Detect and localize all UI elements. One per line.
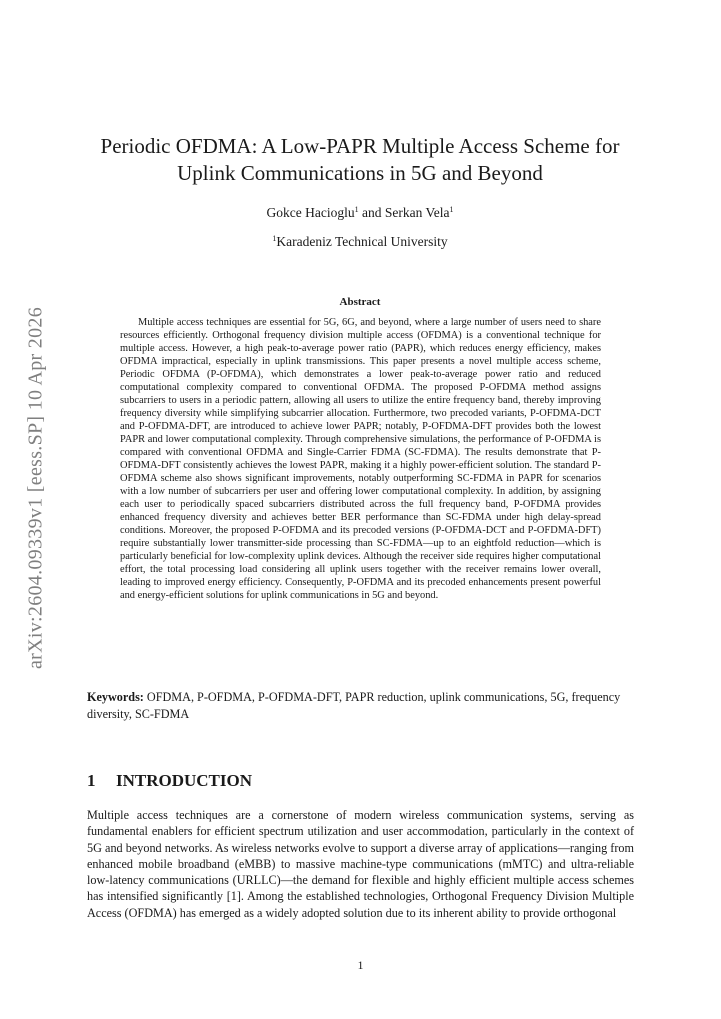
introduction-body	[87, 807, 634, 921]
author-name: Serkan Vela	[384, 205, 450, 220]
intro-paragraph: Multiple access techniques are a cornerstone of modern wireless communication systems, serving as fundamental enablers for efficient spectrum utilization and user accommodation, particularly in the context of 5G and beyond networks. As wireless networks evolve to support a diverse array of applications—ranging from enhanced mobile broadband (eMBB) to massive machine-type communications (mMTC) and ultra-reliable low-latency communications (URLLC)—the demand for flexible and highly efficient multiple access schemes has intensified significantly [1]. Among the established technologies, Orthogonal Frequency Division Multiple Access (OFDMA) has emerged as a widely adopted solution due to its inherent ability to provide orthogonal	[87, 808, 634, 920]
affiliation-mark: 1	[272, 234, 277, 243]
affiliation-mark: 1	[449, 205, 454, 214]
section-number: 1	[87, 771, 96, 790]
author-name: Gokce Hacioglu	[266, 205, 355, 220]
arxiv-watermark	[16, 290, 56, 685]
affiliation	[60, 234, 660, 250]
page-number: 1	[357, 958, 364, 972]
arxiv-id: arXiv:2604.09339v1 [eess.SP] 10 Apr 2026	[24, 306, 47, 669]
keywords-text: OFDMA, P-OFDMA, P-OFDMA-DFT, PAPR reduction, uplink communications, 5G, frequency diversity, SC-FDMA	[87, 690, 621, 721]
section-heading	[87, 771, 252, 791]
keywords	[87, 689, 634, 723]
abstract-text: Multiple access techniques are essential for 5G, 6G, and beyond, where a large number of users need to share resources efficiently. Orthogonal frequency division multiple access (OFDMA) is a conventional technique for multiple access. However, a high peak-to-average power ratio (PAPR), which reduces energy efficiency, makes OFDMA impractical, especially in uplink transmissions. This paper presents a novel multiple access scheme, Periodic OFDMA (P-OFDMA), which demonstrates a lower peak-to-average power ratio and reduced computational complexity compared to conventional OFDMA. The proposed P-OFDMA method assigns subcarriers to users in a periodic pattern, allowing all users to utilize the entire frequency band, thereby improving frequency diversity while simplifying subcarrier allocation. Furthermore, two precoded variants, P-OFDMA-DCT and P-OFDMA-DFT, are introduced to achieve lower PAPR; notably, P-OFDMA-DFT provides both the lowest PAPR and lower computational complexity. Through comprehensive simulations, the performance of P-OFDMA is compared with conventional OFDMA and Single-Carrier FDMA (SC-FDMA). The results demonstrate that P-OFDMA-DFT consistently achieves the lowest PAPR, making it a highly power-efficient solution. The standard P-OFDMA scheme also shows significant improvements, notably outperforming SC-FDMA in PAPR for scenarios with a low number of subcarriers per user and offering lower computational complexity. In addition, by assigning each user to periodically spaced subcarriers distributed across the full frequency band, P-OFDMA provides enhanced frequency diversity and achieves better BER performance than SC-FDMA under high delay-spread conditions. Moreover, the proposed P-OFDMA and its precoded versions (P-OFDMA-DCT and P-OFDMA-DFT) require substantially lower transmitter-side processing than SC-FDMA—up to an eightfold reduction—which is particularly beneficial for low-complexity uplink devices. Although the receiver side requires higher computational effort, the total processing load considering all uplink users together with the receiver remains lower overall, leading to improved energy efficiency. Consequently, P-OFDMA and its precoded enhancements present powerful and energy-efficient solutions for uplink communications in 5G and beyond.	[120, 317, 601, 602]
affiliation-mark: 1	[354, 205, 359, 214]
affiliation-name: Karadeniz Technical University	[276, 234, 448, 249]
author-connector: and	[358, 205, 385, 220]
abstract-heading: Abstract	[339, 296, 381, 308]
keywords-label: Keywords:	[87, 690, 144, 704]
author-list	[60, 205, 660, 221]
abstract	[120, 316, 601, 602]
paper-title	[60, 133, 660, 187]
title-line-1: Periodic OFDMA: A Low-PAPR Multiple Access Scheme for	[100, 134, 620, 158]
title-line-2: Uplink Communications in 5G and Beyond	[177, 161, 543, 185]
section-title: INTRODUCTION	[116, 771, 253, 790]
